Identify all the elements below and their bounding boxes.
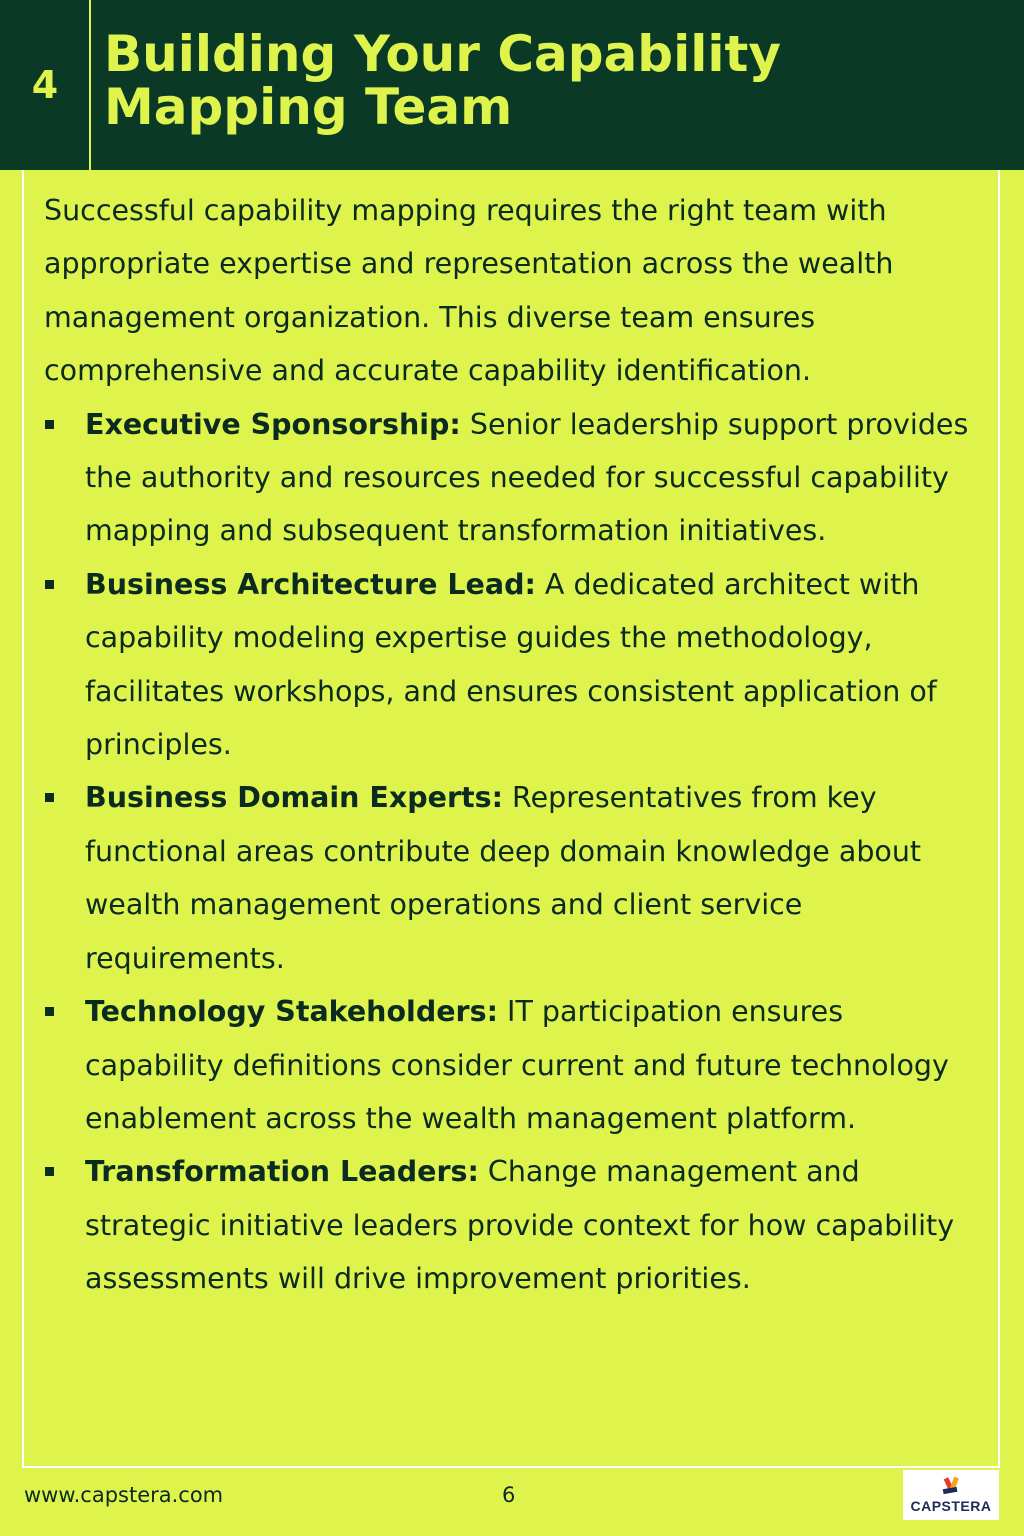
page-header [0, 0, 1024, 170]
team-roles-list [44, 398, 984, 1306]
square-bullet-icon [45, 580, 54, 589]
logo-text: CAPSTERA [910, 1498, 992, 1514]
main-content [44, 184, 984, 1306]
role-term: Business Architecture Lead: [85, 567, 536, 601]
role-description: Representatives from key functional areas contribute deep domain knowledge about wealth management operations and client service requirements. [85, 781, 922, 975]
square-bullet-icon [45, 420, 54, 429]
role-description: IT participation ensures capability definitions consider current and future technology enablement across the wealth management platform. [85, 995, 949, 1135]
square-bullet-icon [45, 1007, 54, 1016]
square-bullet-icon [45, 793, 54, 802]
role-term: Executive Sponsorship: [85, 407, 461, 441]
intro-paragraph: Successful capability mapping requires the right team with appropriate expertise and representation across the wealth management organization. This diverse team ensures comprehensive and accurate capability identification. [44, 194, 894, 388]
page-title: Building Your Capability Mapping Team [104, 25, 782, 136]
list-item [44, 985, 984, 1145]
list-item [44, 558, 984, 772]
square-bullet-icon [45, 1167, 54, 1176]
list-item [44, 1145, 984, 1305]
list-item [44, 771, 984, 985]
section-number: 4 [31, 63, 59, 107]
role-term: Transformation Leaders: [85, 1155, 479, 1189]
list-item [44, 398, 984, 558]
role-term: Technology Stakeholders: [85, 995, 498, 1029]
role-description: Senior leadership support provides the authority and resources needed for successful capability mapping and subsequent transformation initiatives. [85, 407, 969, 548]
role-term: Business Domain Experts: [85, 781, 503, 815]
capstera-logo-icon [934, 1476, 968, 1498]
website-link[interactable]: www.capstera.com [24, 1483, 224, 1507]
role-description: A dedicated architect with capability modeling expertise guides the methodology, facilitates workshops, and ensures consistent application of principles. [85, 567, 937, 762]
page-number: 6 [502, 1483, 516, 1507]
role-description: Change management and strategic initiative leaders provide context for how capability assessments will drive improvement priorities. [85, 1155, 955, 1296]
header-divider [89, 0, 91, 170]
capstera-logo [903, 1470, 999, 1520]
